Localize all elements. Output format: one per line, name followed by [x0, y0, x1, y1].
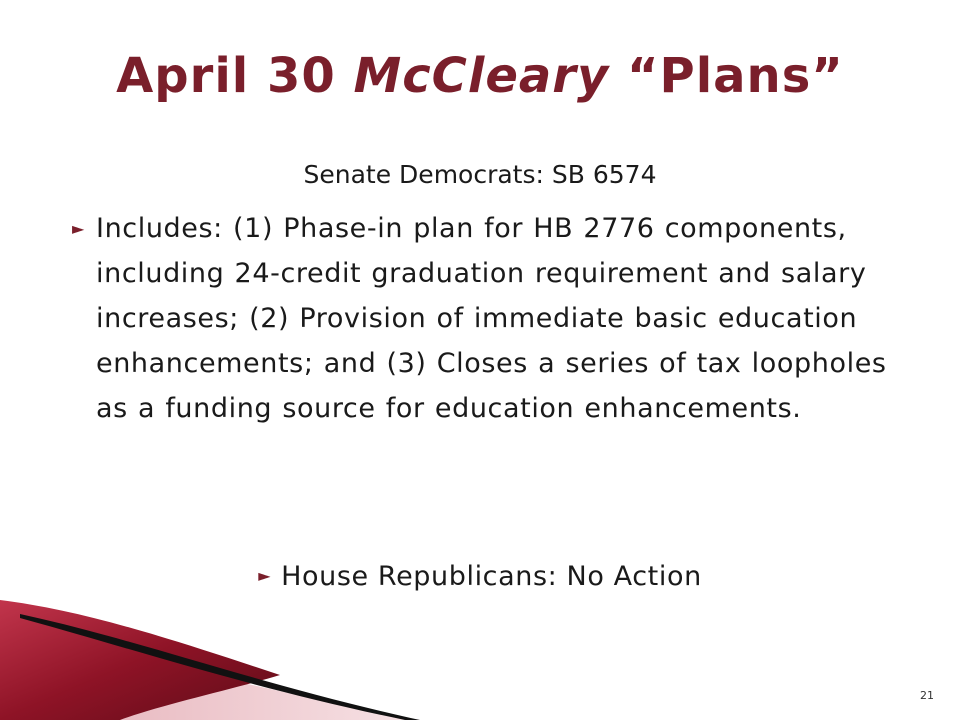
arrow-bullet-icon: ► [72, 219, 85, 238]
title-part-1: April 30 [116, 48, 354, 104]
arrow-bullet-icon: ► [258, 566, 272, 585]
subheading: Senate Democrats: SB 6574 [303, 160, 657, 189]
slide-title [0, 48, 960, 104]
page-number: 21 [920, 689, 934, 702]
bullet-text: Includes: (1) Phase-in plan for HB 2776 components, including 24-credit graduation requirement and salary increases; (2) Provision of immediate basic education enhancements; and (3) Closes a series of tax loopholes as a funding source for education enhancements. [96, 213, 887, 424]
title-part-2: “Plans” [609, 48, 844, 104]
house-republicans-text: House Republicans: No Action [281, 561, 702, 592]
bullet-item [72, 206, 902, 431]
title-italic: McCleary [353, 48, 610, 104]
decorative-swoosh [0, 580, 960, 720]
